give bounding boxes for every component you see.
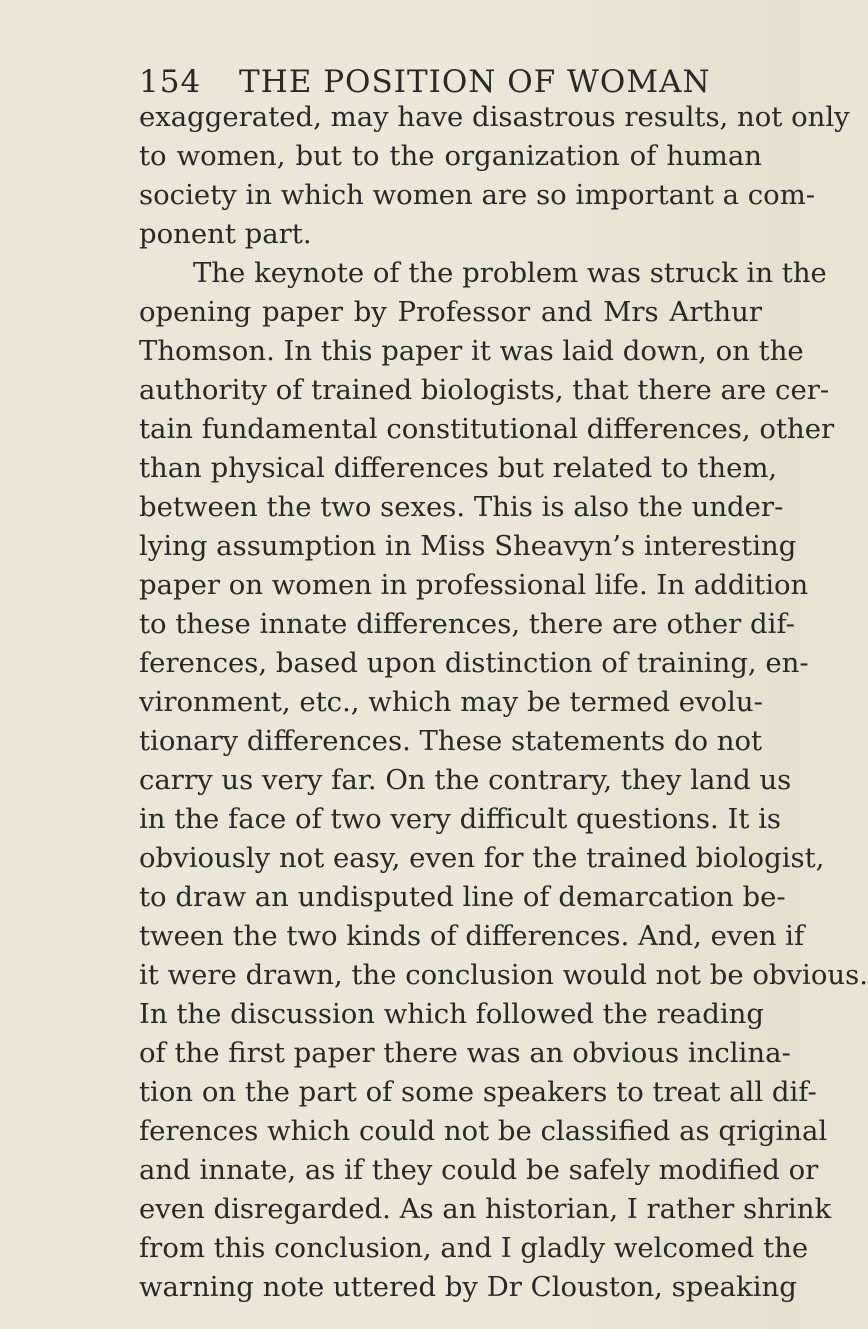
text-line: tween the two kinds of differences. And, even if bbox=[139, 920, 805, 952]
text-line: ferences, based upon distinction of training, en- bbox=[139, 647, 809, 679]
text-line: The keynote of the problem was struck in the bbox=[193, 257, 827, 289]
text-line: to draw an undisputed line of demarcation be- bbox=[139, 881, 786, 913]
text-line: exaggerated, may have disastrous results, not only bbox=[139, 101, 850, 133]
text-line: from this conclusion, and I gladly welcomed the bbox=[139, 1232, 809, 1264]
text-line: opening paper by Professor and Mrs Arthur bbox=[139, 296, 762, 328]
text-line: authority of trained biologists, that there are cer- bbox=[139, 374, 830, 406]
text-line: ferences which could not be classified as qriginal bbox=[139, 1115, 828, 1147]
running-title: THE POSITION OF WOMAN bbox=[239, 64, 711, 100]
text-line: obviously not easy, even for the trained biologist, bbox=[139, 842, 825, 874]
text-line: than physical differences but related to them, bbox=[139, 452, 778, 484]
text-line: tain fundamental constitutional differences, other bbox=[139, 413, 835, 445]
body-text bbox=[139, 98, 868, 1307]
text-line: and innate, as if they could be safely modified or bbox=[139, 1154, 819, 1186]
text-line: tion on the part of some speakers to treat all dif- bbox=[139, 1076, 817, 1108]
text-line: tionary differences. These statements do not bbox=[139, 725, 763, 757]
text-line: to these innate differences, there are other dif- bbox=[139, 608, 795, 640]
text-line: In the discussion which followed the reading bbox=[139, 998, 764, 1030]
text-line: paper on women in professional life. In addition bbox=[139, 569, 809, 601]
text-line: between the two sexes. This is also the under- bbox=[139, 491, 784, 523]
text-line: society in which women are so important a com- bbox=[139, 179, 816, 211]
text-line: lying assumption in Miss Sheavyn’s interesting bbox=[139, 530, 797, 562]
text-line: Thomson. In this paper it was laid down, on the bbox=[139, 335, 804, 367]
text-line: vironment, etc., which may be termed evolu- bbox=[139, 686, 763, 718]
text-line: ponent part. bbox=[139, 218, 312, 250]
text-line: to women, but to the organization of human bbox=[139, 140, 762, 172]
page-number: 154 bbox=[139, 64, 202, 100]
text-line: of the first paper there was an obvious inclina- bbox=[139, 1037, 791, 1069]
text-line: even disregarded. As an historian, I rather shrink bbox=[139, 1193, 832, 1225]
text-line: warning note uttered by Dr Clouston, speaking bbox=[139, 1271, 797, 1303]
text-line: it were drawn, the conclusion would not be obvious. bbox=[139, 959, 868, 991]
text-line: in the face of two very difficult questions. It is bbox=[139, 803, 782, 835]
text-line: carry us very far. On the contrary, they land us bbox=[139, 764, 792, 796]
